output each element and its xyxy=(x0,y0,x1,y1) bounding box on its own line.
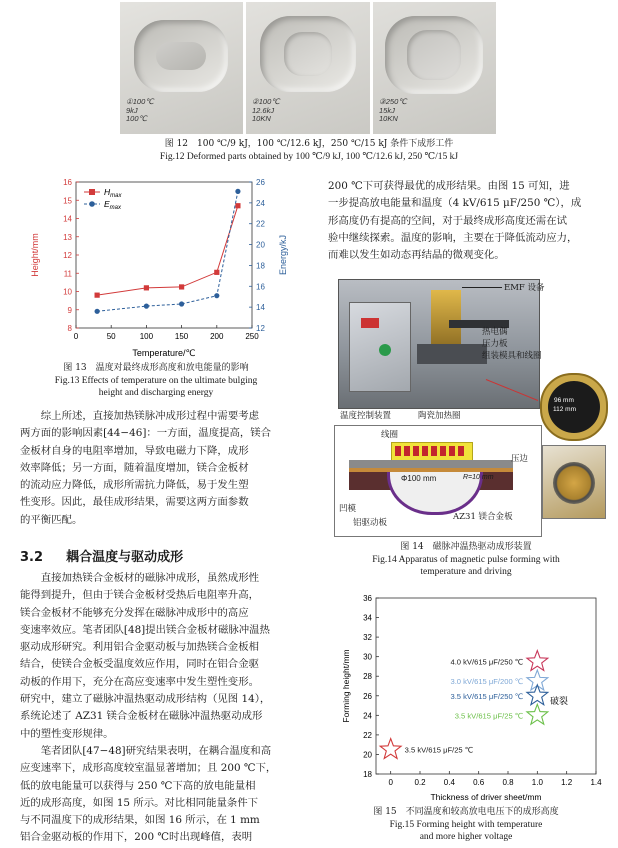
fig13-y2tick-label: 12 xyxy=(256,324,265,333)
fig12-label-2b: 12.6kJ xyxy=(252,105,275,115)
fig13-ytick-label: 11 xyxy=(63,269,72,279)
fig13-y2tick-label: 24 xyxy=(256,198,265,208)
fig15-annotation: 破裂 xyxy=(550,696,569,706)
fig14-sample-inset xyxy=(540,373,608,441)
fig15-xtick-label: 1.4 xyxy=(590,778,602,787)
fig14-label-al-driver: 铝驱动板 xyxy=(353,518,388,528)
fig13-point-h xyxy=(95,293,100,298)
para4-line-3: 近的成形高度，如图 15 所示。对比相同能量条件下 xyxy=(20,796,259,809)
fig13-point-e xyxy=(214,293,219,298)
fig15-point-label: 4.0 kV/615 μF/250 ℃ xyxy=(450,657,524,667)
fig13-xtick-label: 0 xyxy=(73,332,79,341)
fig12-label-1c: 100℃ xyxy=(126,114,147,123)
para3-line-3: 变速率效应。笔者团队[48]提出镁合金板材磁脉冲温热 xyxy=(20,623,270,636)
para3-line-8: 系统论述了 AZ31 镁合金板材在磁脉冲温热驱动成形 xyxy=(20,710,263,723)
para-summary xyxy=(20,408,312,529)
fig14-label-die: 凹模 xyxy=(339,504,357,514)
fig15-point-star xyxy=(527,670,548,690)
para2-line-1: 两方面的影响因素[44−46]：一方面，温度提高，镁合 xyxy=(20,427,272,440)
fig15-point-label: 3.0 kV/615 μF/200 ℃ xyxy=(450,677,524,687)
fig14-coil-photo xyxy=(542,445,606,519)
fig13-point-h xyxy=(179,284,184,289)
para1-line-2: 形高度仍有提高的空间，对于最终成形高度还需在试 xyxy=(328,214,567,227)
fig15-xtick-label: 1.0 xyxy=(531,778,543,787)
fig15-point-star xyxy=(527,685,548,705)
fig12-part-1 xyxy=(120,2,243,134)
fig14-apparatus xyxy=(334,275,606,535)
para4-line-1: 应变速率下，成形高度较室温显著增加；且 200 ℃下， xyxy=(20,762,277,775)
fig13-point-e xyxy=(95,309,100,314)
fig13-point-e xyxy=(235,189,240,194)
fig15-ytick-label: 18 xyxy=(363,770,372,779)
fig13-y2tick-label: 16 xyxy=(256,282,265,292)
fig13-ytick-label: 14 xyxy=(63,214,72,224)
fig15-chart xyxy=(340,592,606,804)
fig13-xlabel: Temperature/℃ xyxy=(132,348,196,358)
fig14-label-az31: AZ31 镁合金板 xyxy=(453,512,513,522)
fig15-point-star xyxy=(527,704,548,724)
para3-line-1: 能得到提升，但由于镁合金板材受热后电阻率升高， xyxy=(20,589,259,602)
fig15-caption-en-2: and more higher voltage xyxy=(419,832,513,842)
fig12-label-2a: ②100℃ xyxy=(252,97,280,106)
fig13-ytick-label: 8 xyxy=(67,324,72,333)
fig14-caption-en-1: Fig.14 Apparatus of magnetic pulse forming with xyxy=(372,555,560,565)
fig12-label-3b: 15kJ xyxy=(379,105,395,115)
para-top-right xyxy=(328,178,602,264)
fig13-xtick-label: 50 xyxy=(106,332,116,341)
fig14-label-press-plate: 压力板 xyxy=(482,339,508,349)
fig15-ylabel: Forming height/mm xyxy=(341,649,351,723)
fig13-caption-en-1: Fig.13 Effects of temperature on the ultimate bulging xyxy=(54,376,258,386)
section-number: 3.2 xyxy=(20,550,44,565)
fig15-xtick-label: 0.8 xyxy=(502,778,514,787)
fig13-y2label: Energy/kJ xyxy=(278,234,288,276)
fig14-label-d112: 112 mm xyxy=(553,406,576,413)
fig14-label-d100: Φ100 mm xyxy=(401,474,437,483)
fig12-label-3a: ③250℃ xyxy=(379,97,407,106)
fig13-ytick-label: 13 xyxy=(63,232,72,242)
fig15-xlabel: Thickness of driver sheet/mm xyxy=(430,792,542,802)
fig15-point-label: 3.5 kV/615 μF/250 ℃ xyxy=(450,691,524,701)
fig15-ytick-label: 22 xyxy=(363,730,372,740)
fig13-chart xyxy=(24,172,294,362)
para1-line-3: 验中继续探索。温度的影响，主要在于降低流动应力， xyxy=(328,231,578,244)
fig14-label-emf: EMF 设备 xyxy=(504,283,545,293)
fig15-ytick-label: 30 xyxy=(363,652,372,662)
fig13-legend xyxy=(84,187,122,211)
fig13-xtick-label: 250 xyxy=(245,332,259,341)
fig12-label-2c: 10KN xyxy=(252,114,271,123)
fig13-y2tick-label: 14 xyxy=(256,303,265,313)
fig12-part-3 xyxy=(373,2,496,134)
para1-line-4: 而难以发生如动态再结晶的微观变化。 xyxy=(328,249,505,262)
fig13-legend-e: $E_{max}$ xyxy=(104,199,122,211)
fig12-part-2 xyxy=(246,2,370,134)
fig13-ylabel: Height/mm xyxy=(30,233,40,277)
fig15-caption-en-1: Fig.15 Forming height with temperature xyxy=(389,820,543,830)
para3-line-4: 驱动成形研究。利用铝合金驱动板与加热镁合金板相 xyxy=(20,641,259,654)
para2-line-4: 的流动应力降低，成形所需抗力降低，易于发生塑 xyxy=(20,479,249,492)
fig13-point-h xyxy=(235,203,240,208)
fig15-caption-cn: 图 15 不同温度和较高放电电压下的成形高度 xyxy=(373,807,559,817)
fig12-label-3c: 10KN xyxy=(379,114,398,123)
para3-line-6: 动板的作用下，充分在高应变速率中发生塑性变形。 xyxy=(20,675,259,688)
fig13-point-e xyxy=(144,304,149,309)
fig14-label-temp-ctrl: 温度控制装置 xyxy=(340,411,392,421)
para2-line-5: 性变形。因此，最佳成形结果，需要这两方面参数 xyxy=(20,496,249,509)
fig14-label-blankholder: 压边 xyxy=(511,454,529,464)
fig13-y2tick-label: 18 xyxy=(256,261,265,271)
fig15-point-label: 3.5 kV/615 μF/25 ℃ xyxy=(454,711,524,721)
fig15-xtick-label: 1.2 xyxy=(561,778,573,787)
fig13-ytick-label: 9 xyxy=(67,305,72,315)
para4-line-4: 与不同温度下的成形结果，如图 16 所示，在 1 mm xyxy=(20,814,260,827)
para4-line-0: 笔者团队[47−48]研究结果表明，在耦合温度和高 xyxy=(40,744,272,757)
fig15-ytick-label: 28 xyxy=(363,672,372,682)
fig14-schematic xyxy=(334,425,542,537)
fig15-xtick-label: 0 xyxy=(388,778,393,787)
fig12-label-1b: 9kJ xyxy=(126,105,138,115)
fig12-photo-strip xyxy=(120,2,496,134)
fig15-point-label: 3.5 kV/615 μF/25 ℃ xyxy=(404,745,474,755)
fig13-ytick-label: 15 xyxy=(63,196,72,206)
para2-line-3: 效率降低；另一方面，随着温度增加，镁合金板材 xyxy=(20,461,249,474)
fig15-ytick-label: 26 xyxy=(363,691,372,701)
para3-line-5: 结合，使镁合金板受温度效应作用，同时在铝合金驱 xyxy=(20,658,259,671)
fig13-legend-h: $H_{max}$ xyxy=(104,187,122,199)
fig15-xtick-label: 0.6 xyxy=(473,778,485,787)
fig13-y2tick-label: 20 xyxy=(256,240,265,250)
fig12-label-1a: ①100℃ xyxy=(126,97,154,106)
fig12-caption-cn: 图 12 100 ℃/9 kJ，100 ℃/12.6 kJ，250 ℃/15 kJ 条件下成形工件 xyxy=(164,139,454,149)
fig14-caption-en-2: temperature and driving xyxy=(420,567,512,577)
fig13-legend-e-sub: max xyxy=(109,205,122,211)
fig13-xtick-label: 100 xyxy=(139,332,154,341)
fig15-xtick-label: 0.4 xyxy=(443,778,455,787)
para2-line-0: 综上所述，直接加热镁脉冲成形过程中需要考虑 xyxy=(40,410,259,422)
para2-line-2: 金板材自身的电阻率增加，导致电磁力下降，成形 xyxy=(20,444,249,457)
fig13-y2tick-label: 22 xyxy=(256,219,265,229)
fig13-plot-frame xyxy=(76,182,252,328)
fig14-label-coil: 线圈 xyxy=(381,430,399,440)
fig15-ytick-label: 32 xyxy=(363,633,372,643)
fig13-point-h xyxy=(144,285,149,290)
fig13-caption-cn: 图 13 温度对最终成形高度和放电能量的影响 xyxy=(63,363,249,373)
fig14-label-thermocouple: 热电偶 xyxy=(482,327,508,337)
para2-line-6: 的平衡匹配。 xyxy=(20,513,83,526)
fig14-label-d96: 96 mm xyxy=(554,397,574,404)
fig13-point-e xyxy=(179,301,184,306)
para3-line-2: 镁合金板材不能够充分发挥在磁脉冲成形中的高应 xyxy=(20,606,249,619)
fig15-point-star xyxy=(527,651,548,671)
fig14-label-r10: R=10 mm xyxy=(463,474,494,481)
section-title: 耦合温度与驱动成形 xyxy=(66,550,184,565)
fig13-xtick-label: 150 xyxy=(174,332,189,341)
para3-line-7: 研究中，建立了磁脉冲温热驱动成形结构（见图 14）， xyxy=(20,693,271,706)
fig13-xtick-label: 200 xyxy=(210,332,224,341)
para3-line-9: 中的塑性变形规律。 xyxy=(20,727,114,740)
para4-line-5: 铝合金驱动板的作用下，200 ℃时出现峰值，表明 xyxy=(20,831,253,844)
fig13-y2tick-label: 26 xyxy=(256,178,265,187)
fig13-ytick-label: 16 xyxy=(63,178,72,187)
fig15-ytick-label: 24 xyxy=(363,711,372,721)
para3-line-0: 直接加热镁合金板材的磁脉冲成形，虽然成形性 xyxy=(40,572,259,584)
fig15-ytick-label: 36 xyxy=(363,594,372,603)
para4-line-2: 低的放电能量可以获得与 250 ℃下高的放电能量相 xyxy=(20,779,256,792)
fig13-ytick-label: 12 xyxy=(63,251,72,260)
para1-line-0: 200 ℃下可获得最优的成形结果。由图 15 可知，进 xyxy=(328,180,570,192)
fig13-ytick-label: 10 xyxy=(63,287,72,297)
fig13-caption-en-2: height and discharging energy xyxy=(98,388,214,398)
fig15-point-star xyxy=(380,739,401,759)
fig13-series-line-h-max xyxy=(97,206,238,295)
para1-line-1: 一步提高放电能量和温度（4 kV/615 μF/250 ℃），成 xyxy=(328,197,582,210)
fig13-legend-h-sub: max xyxy=(110,193,122,199)
fig14-label-ceramic: 陶瓷加热圈 xyxy=(418,411,461,421)
fig14-caption-cn: 图 14 磁脉冲温热驱动成形装置 xyxy=(400,542,532,552)
fig15-ytick-label: 34 xyxy=(363,613,372,623)
fig13-point-h xyxy=(214,270,219,275)
fig14-label-assembly: 组装模具和线圈 xyxy=(482,351,542,361)
fig12-caption-en: Fig.12 Deformed parts obtained by 100 ℃/9 kJ, 100 ℃/12.6 kJ, 250 ℃/15 kJ xyxy=(159,152,459,162)
para-intro xyxy=(20,570,312,847)
section-heading xyxy=(20,546,183,565)
fig15-ytick-label: 20 xyxy=(363,750,372,760)
fig15-xtick-label: 0.2 xyxy=(414,778,426,787)
